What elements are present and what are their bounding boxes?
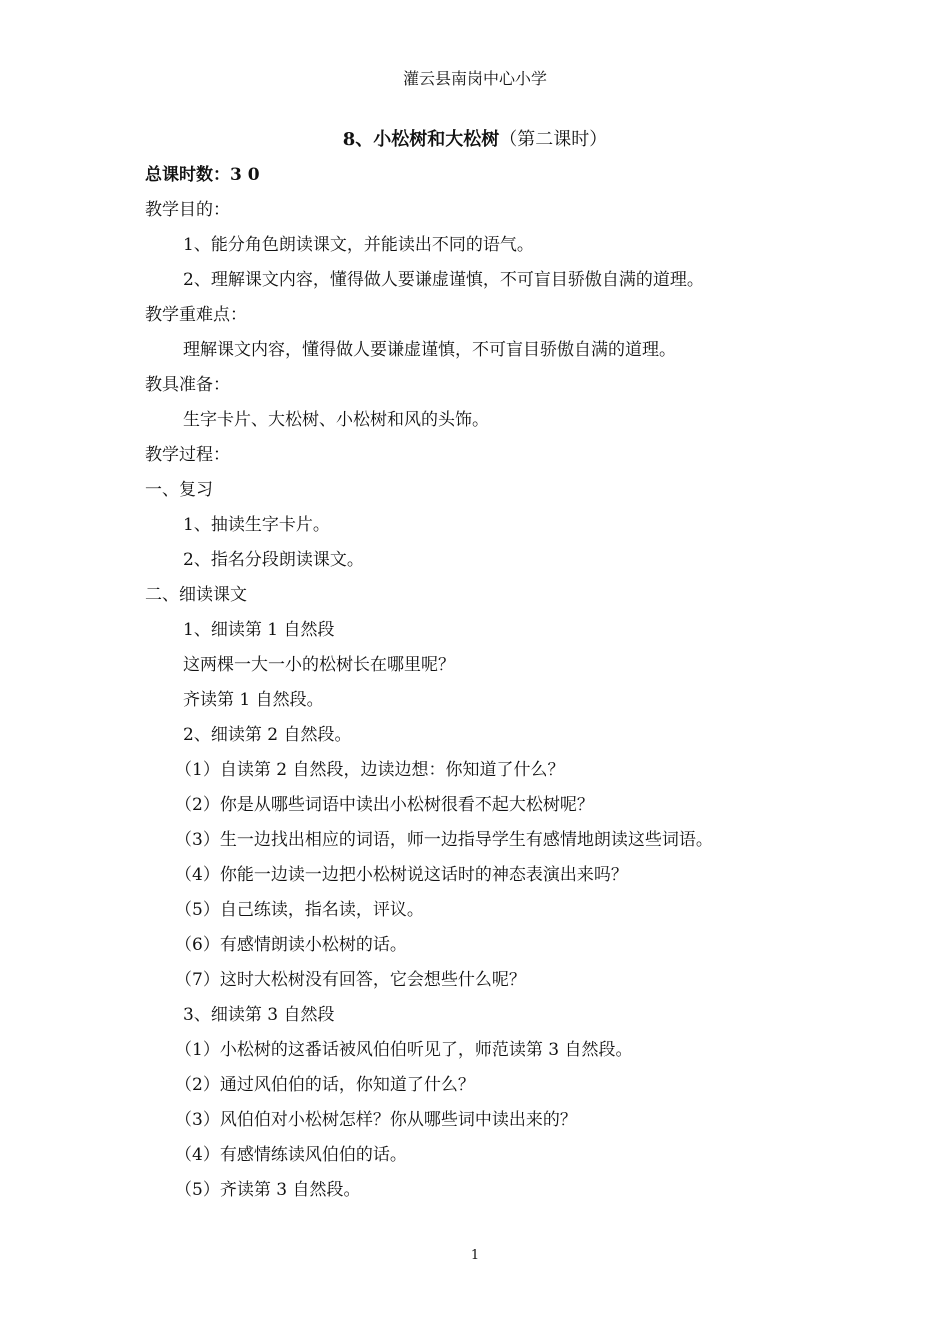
text-line: 齐读第 1 自然段。 — [183, 690, 324, 710]
text-line: 教具准备： — [145, 375, 230, 395]
text-line: 1、能分角色朗读课文，并能读出不同的语气。 — [183, 235, 534, 255]
text-line: 1、细读第 1 自然段 — [183, 620, 335, 640]
text-line: （2）通过风伯伯的话，你知道了什么？ — [175, 1075, 475, 1095]
text-line: （3）风伯伯对小松树怎样？你从哪些词中读出来的？ — [175, 1110, 577, 1130]
text-line: 二、细读课文 — [145, 585, 247, 605]
text-line: （4）有感情练读风伯伯的话。 — [175, 1145, 407, 1165]
text-line: 教学过程： — [145, 445, 230, 465]
text-line: 教学重难点： — [145, 305, 247, 325]
text-line: 生字卡片、大松树、小松树和风的头饰。 — [183, 410, 489, 430]
text-line: （1）自读第 2 自然段，边读边想：你知道了什么？ — [175, 760, 565, 780]
text-line: 1、抽读生字卡片。 — [183, 515, 330, 535]
text-line: （7）这时大松树没有回答，它会想些什么呢？ — [175, 970, 526, 990]
lesson-title-suffix: （第二课时） — [499, 129, 608, 150]
lesson-body — [145, 158, 845, 1208]
text-line: （2）你是从哪些词语中读出小松树很看不起大松树呢？ — [175, 795, 594, 815]
text-line: 这两棵一大一小的松树长在哪里呢？ — [183, 655, 455, 675]
text-line: （3）生一边找出相应的词语，师一边指导学生有感情地朗读这些词语。 — [175, 830, 713, 850]
document-header: 灌云县南岗中心小学 — [402, 69, 547, 88]
lesson-title-main: 8、小松树和大松树 — [342, 129, 500, 150]
text-line: 2、细读第 2 自然段。 — [183, 725, 352, 745]
text-line: 2、指名分段朗读课文。 — [183, 550, 364, 570]
text-line: （1）小松树的这番话被风伯伯听见了，师范读第 3 自然段。 — [175, 1040, 633, 1060]
text-line: （5）齐读第 3 自然段。 — [175, 1180, 361, 1200]
text-line: 2、理解课文内容，懂得做人要谦虚谨慎，不可盲目骄傲自满的道理。 — [183, 270, 704, 290]
text-line: （4）你能一边读一边把小松树说这话时的神态表演出来吗？ — [175, 865, 628, 885]
text-line: 一、复习 — [145, 480, 213, 500]
text-line: （6）有感情朗读小松树的话。 — [175, 935, 407, 955]
text-line: 教学目的： — [145, 200, 230, 220]
page-number: 1 — [470, 1248, 480, 1263]
lesson-title — [0, 125, 950, 151]
text-line: 理解课文内容，懂得做人要谦虚谨慎，不可盲目骄傲自满的道理。 — [183, 340, 676, 360]
text-line: （5）自己练读，指名读，评议。 — [175, 900, 424, 920]
text-line: 3、细读第 3 自然段 — [183, 1005, 335, 1025]
text-line: 总课时数：3 0 — [145, 165, 260, 185]
